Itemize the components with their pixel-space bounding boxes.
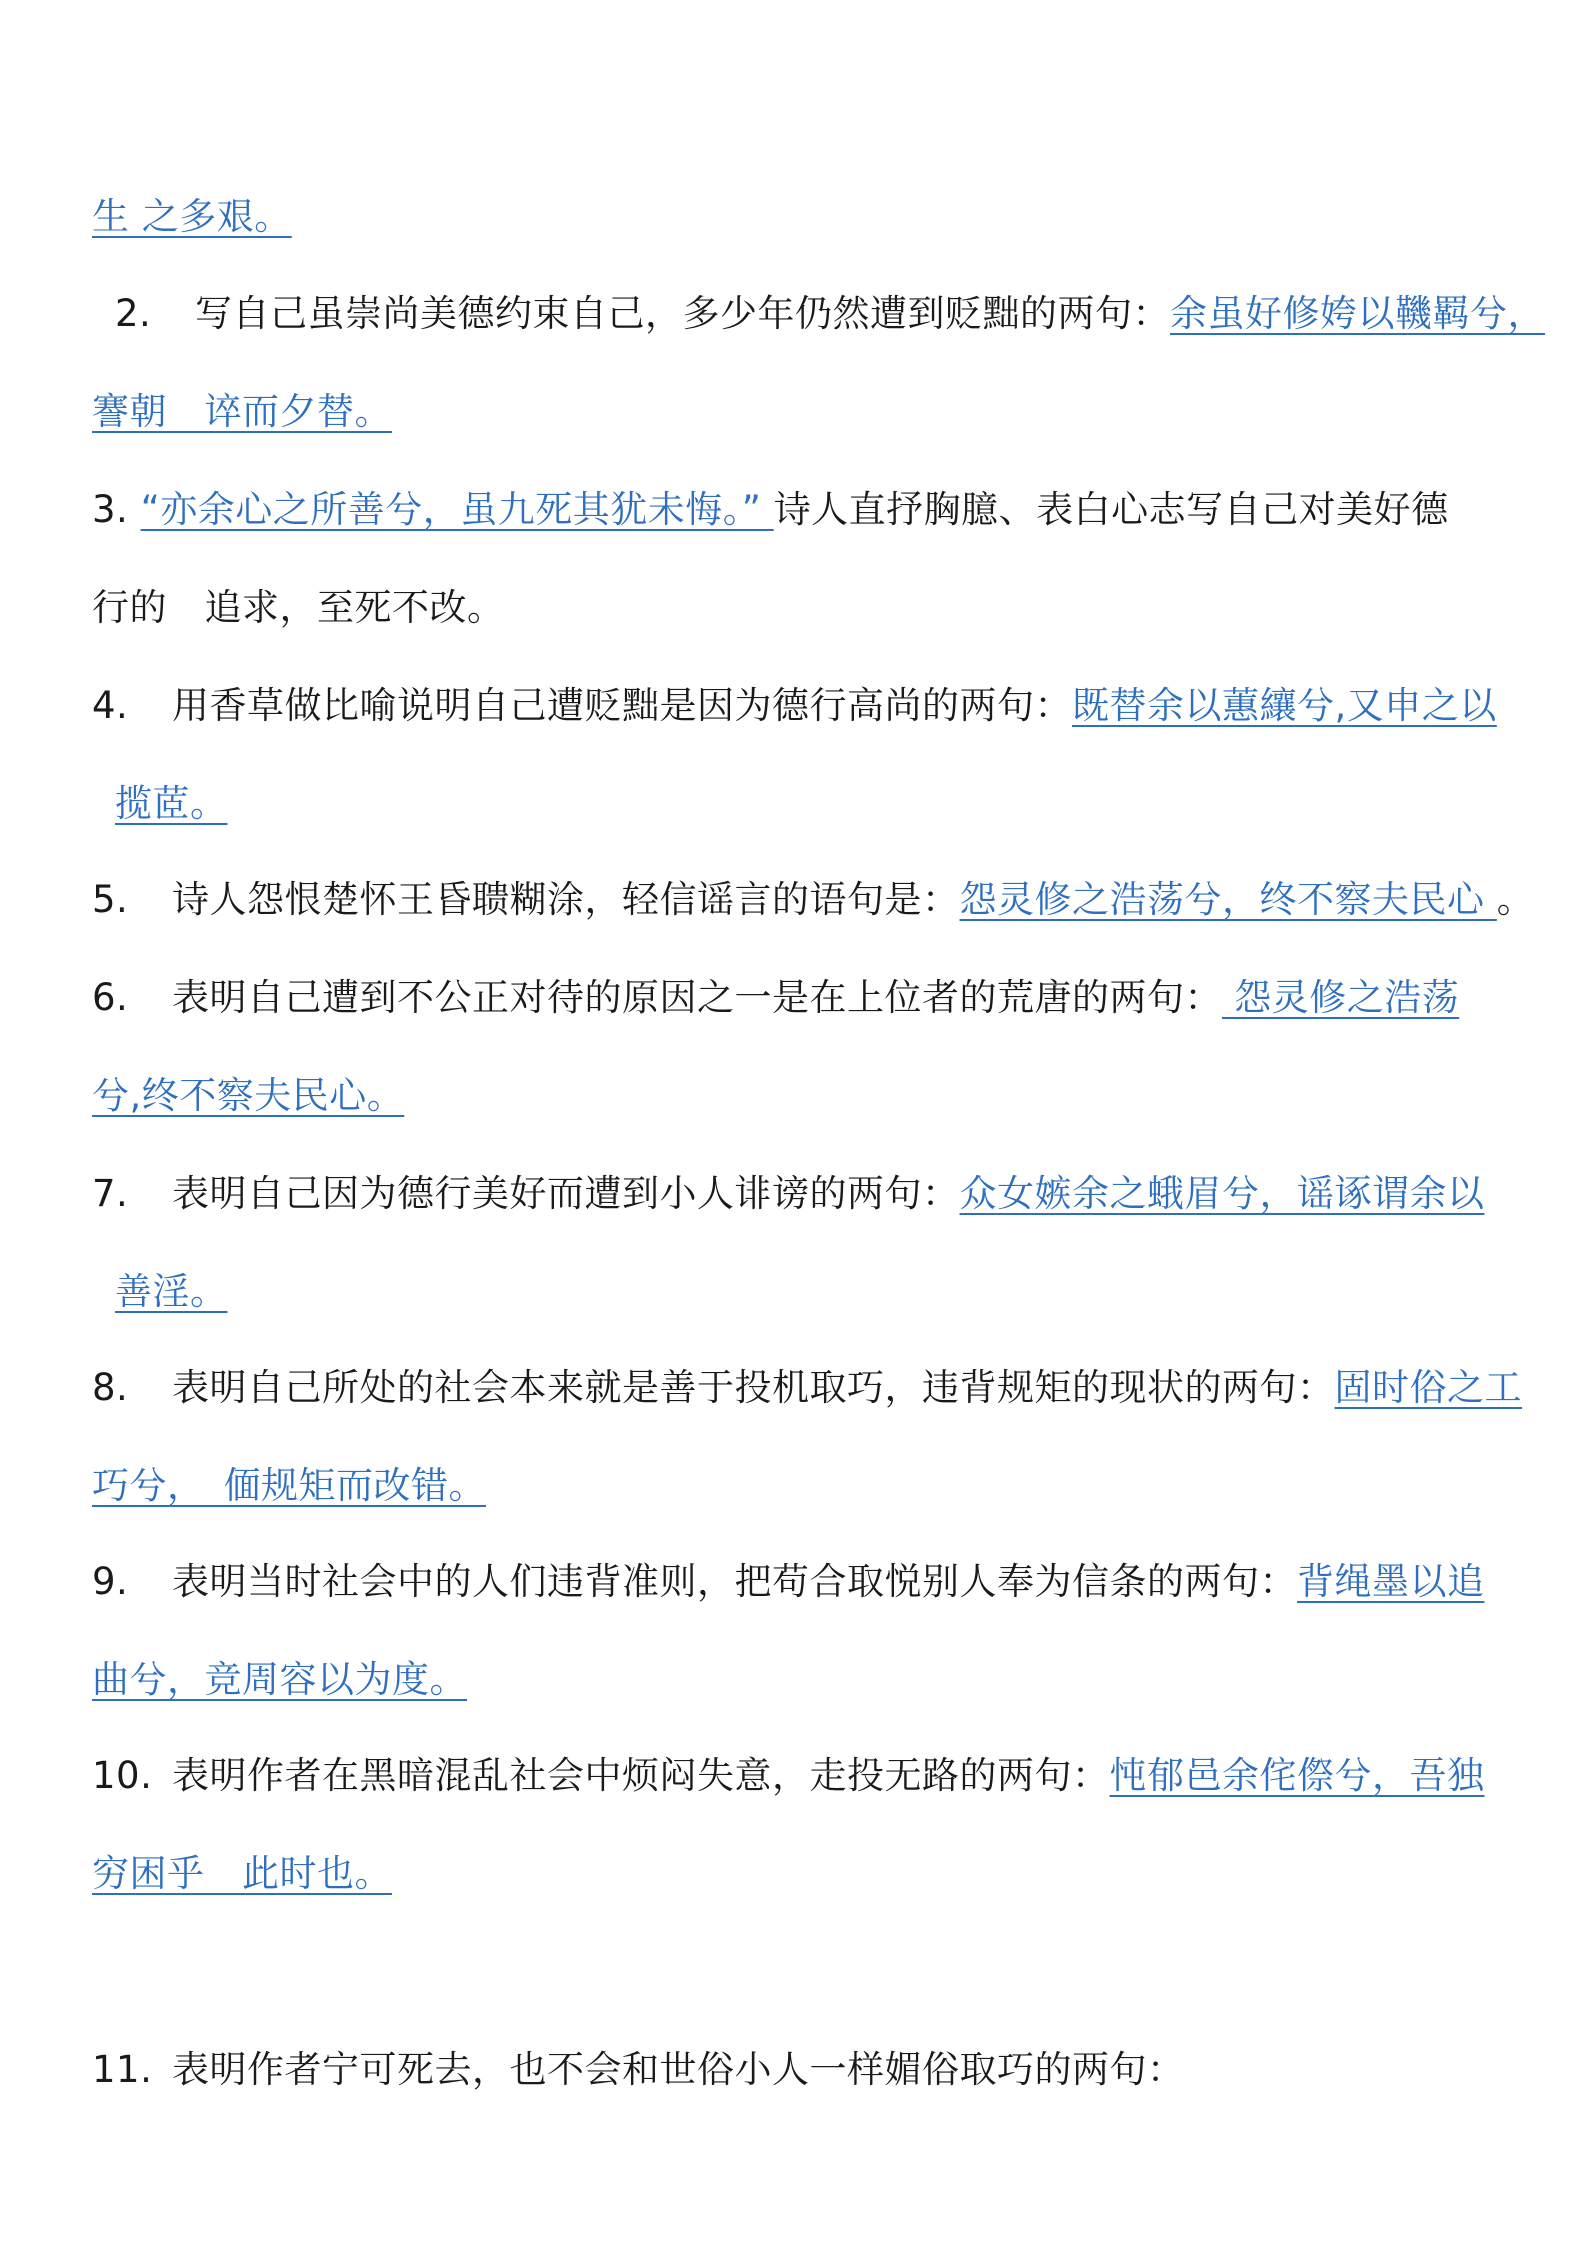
answer-line-6-cont [92, 1072, 404, 1120]
answer-text: 善淫。 [115, 1270, 228, 1313]
question-item-4 [92, 682, 1497, 730]
item-number: 4. [92, 684, 129, 727]
question-text: 表明自己所处的社会本来就是善于投机取巧，违背规矩的现状的两句： [172, 1366, 1335, 1409]
question-item-3 [92, 486, 1449, 534]
question-text: 表明作者宁可死去，也不会和世俗小人一样媚俗取巧的两句： [172, 2048, 1185, 2091]
answer-line-10-cont [92, 1850, 392, 1898]
answer-line-2-cont [92, 388, 392, 436]
question-item-6 [92, 974, 1459, 1022]
question-item-8 [92, 1364, 1522, 1412]
answer-text: 兮,终不察夫民心。 [92, 1074, 405, 1117]
question-text: 表明自己遭到不公正对待的原因之一是在上位者的荒唐的两句： [172, 976, 1222, 1019]
item-number: 10. [92, 1754, 153, 1797]
answer-line-9-cont [92, 1656, 467, 1704]
answer-text: 生 之多艰。 [92, 195, 292, 238]
question-text: 表明作者在黑暗混乱社会中烦闷失意，走投无路的两句： [172, 1754, 1110, 1797]
answer-text: 忳郁邑余侘傺兮，吾独 [1109, 1754, 1485, 1797]
question-item-7 [92, 1170, 1485, 1218]
item-number: 3. [92, 488, 129, 531]
answer-text: 背绳墨以追 [1297, 1560, 1485, 1603]
question-text: 行的 追求，至死不改。 [92, 586, 505, 629]
answer-text: 揽茝。 [115, 782, 228, 825]
answer-line-8-cont [92, 1462, 486, 1510]
question-item-10 [92, 1752, 1485, 1800]
answer-text: 固时俗之工 [1334, 1366, 1522, 1409]
answer-text: 巧兮， 偭规矩而改错。 [92, 1464, 486, 1507]
item-number: 9. [92, 1560, 129, 1603]
answer-text: 众女嫉余之蛾眉兮，谣诼谓余以 [959, 1172, 1485, 1215]
item-number: 7. [92, 1172, 129, 1215]
answer-text: 怨灵修之浩荡 [1222, 976, 1460, 1019]
answer-text: 謇朝 谇而夕替。 [92, 390, 392, 433]
item-number: 11. [92, 2048, 153, 2091]
item-number: 8. [92, 1366, 129, 1409]
question-text: 用香草做比喻说明自己遭贬黜是因为德行高尚的两句： [172, 684, 1072, 727]
answer-text: 余虽好修姱以鞿羁兮， [1170, 292, 1545, 335]
answer-line-7-cont [115, 1268, 228, 1316]
question-item-11 [92, 2046, 1185, 2094]
question-text: 诗人直抒胸臆、表白心志写自己对美好德 [773, 488, 1449, 531]
question-text: 表明当时社会中的人们违背准则，把苟合取悦别人奉为信条的两句： [172, 1560, 1297, 1603]
answer-text: 既替余以蕙纕兮,又申之以 [1072, 684, 1497, 727]
question-text: 诗人怨恨楚怀王昏聩糊涂，轻信谣言的语句是： [172, 878, 960, 921]
answer-line-4-cont [115, 780, 228, 828]
question-item-2 [115, 290, 1545, 338]
question-text: 表明自己因为德行美好而遭到小人诽谤的两句： [172, 1172, 960, 1215]
answer-text: “亦余心之所善兮，虽九死其犹未悔。” [140, 488, 774, 531]
item-number: 6. [92, 976, 129, 1019]
question-item-3-cont [92, 584, 505, 632]
question-text: 写自己虽崇尚美德约束自己，多少年仍然遭到贬黜的两句： [195, 292, 1170, 335]
answer-line-1-cont [92, 193, 292, 241]
question-item-5 [92, 876, 1534, 924]
answer-text: 穷困乎 此时也。 [92, 1852, 392, 1895]
item-number: 5. [92, 878, 129, 921]
trailing-punctuation: 。 [1496, 878, 1535, 921]
question-item-9 [92, 1558, 1485, 1606]
answer-text: 曲兮，竞周容以为度。 [92, 1658, 467, 1701]
answer-text: 怨灵修之浩荡兮，终不察夫民心 [959, 878, 1497, 921]
item-number: 2. [115, 292, 152, 335]
